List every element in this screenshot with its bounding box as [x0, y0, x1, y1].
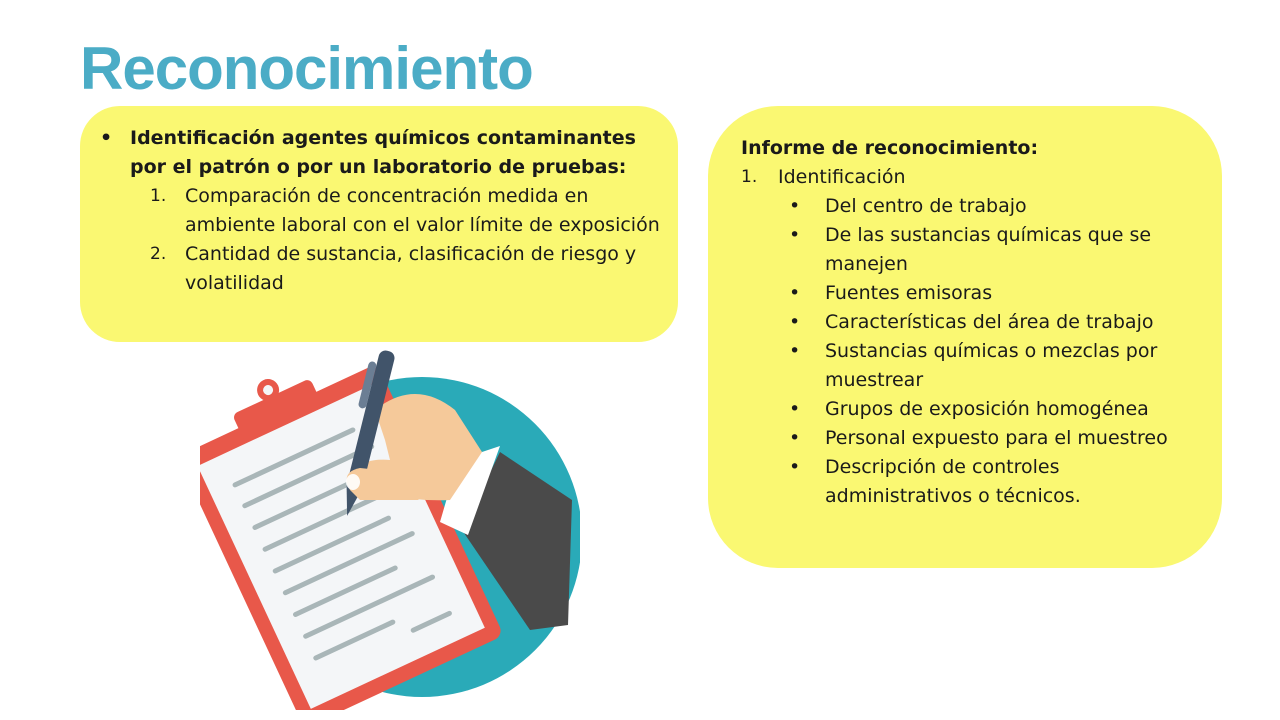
numbered-item: [741, 163, 1208, 192]
report-bullet: • De las sustancias químicas que se manejen: [741, 221, 1208, 279]
thumbnail: [346, 474, 360, 490]
report-bullet: • Sustancias químicas o mezclas por muestrear: [741, 337, 1208, 395]
left-list-item: [100, 240, 660, 298]
report-heading: Informe de reconocimiento:: [741, 137, 1039, 159]
left-list-item: [100, 182, 660, 240]
right-info-box: [708, 106, 1222, 568]
slide-title: Reconocimiento: [80, 35, 533, 102]
clipboard-writing-icon: [200, 340, 580, 710]
list-item-text: Cantidad de sustancia, clasificación de riesgo y volatilidad: [185, 243, 637, 294]
left-info-box: [80, 106, 678, 342]
report-bullet: • Descripción de controles administrativos o técnicos.: [741, 453, 1208, 511]
main-bullet: • Identificación agentes químicos contaminantes por el patrón o por un laboratorio de pruebas:: [100, 124, 660, 182]
numbered-item-text: Identificación: [778, 166, 906, 188]
report-bullet: • Del centro de trabajo: [741, 192, 1208, 221]
report-bullet: • Grupos de exposición homogénea: [741, 395, 1208, 424]
report-bullet: • Fuentes emisoras: [741, 279, 1208, 308]
list-item-text: Comparación de concentración medida en ambiente laboral con el valor límite de exposición: [185, 185, 660, 236]
list-marker: 1.: [741, 167, 758, 187]
report-bullet: • Características del área de trabajo: [741, 308, 1208, 337]
list-marker: 1.: [150, 186, 167, 206]
list-marker: 2.: [150, 244, 167, 264]
report-bullet: • Personal expuesto para el muestreo: [741, 424, 1208, 453]
